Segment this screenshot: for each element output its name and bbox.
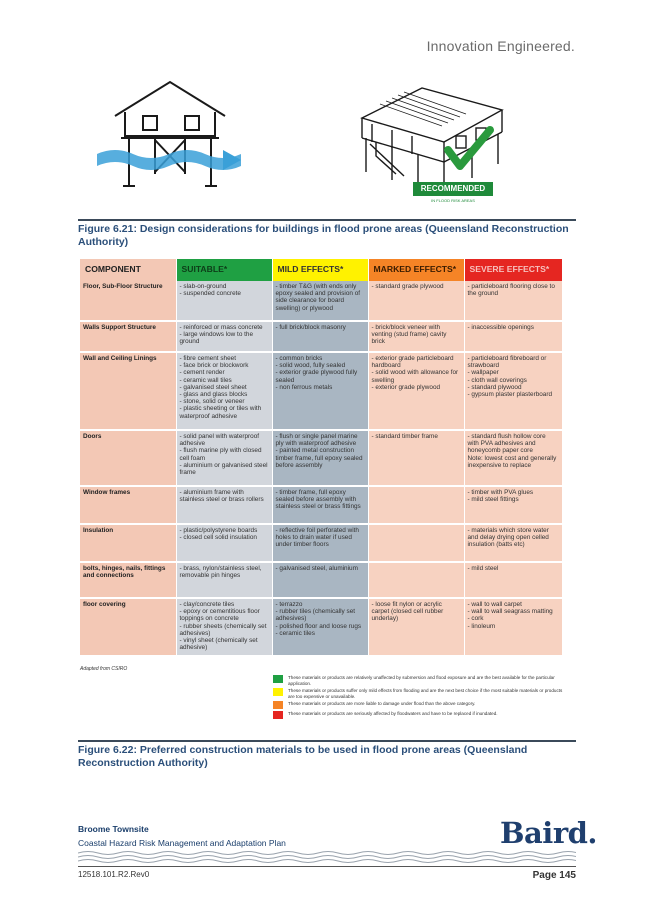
cell-severe: - inaccessible openings [464, 321, 562, 352]
cell-component: Window frames [80, 486, 176, 524]
cell-marked [368, 562, 464, 598]
table-row [80, 524, 562, 562]
header-mild-effects: MILD EFFECTS* [272, 259, 368, 281]
legend-item-severe [273, 711, 563, 719]
table-row [80, 562, 562, 598]
header-severe-effects: SEVERE EFFECTS* [464, 259, 562, 281]
legend-text: These materials or products are seriously affected by floodwaters and have to be replaced if inundated. [288, 711, 498, 717]
legend-item-suitable [273, 675, 563, 686]
cell-mild: - timber frame, full epoxy sealed before assembly with stainless steel or brass fittings [272, 486, 368, 524]
elevated-house-illustration [95, 74, 245, 204]
footer-subtitle: Coastal Hazard Risk Management and Adaptation Plan [78, 838, 286, 848]
cell-severe: - timber with PVA glues - mild steel fittings [464, 486, 562, 524]
legend-swatch [273, 688, 283, 696]
cell-mild: - flush or single panel marine ply with waterproof adhesive - painted metal construction timber frame, full epoxy sealed before assembly [272, 430, 368, 486]
table-row [80, 486, 562, 524]
source-note: Adapted from CSIRO [80, 666, 128, 672]
cell-marked: - standard timber frame [368, 430, 464, 486]
legend-text: These materials or products are relatively unaffected by submersion and flood exposure and are the best available for the particular application. [288, 675, 555, 686]
cell-component: Insulation [80, 524, 176, 562]
legend-swatch [273, 701, 283, 709]
cell-suitable: - clay/concrete tiles - epoxy or cementitious floor toppings on concrete - rubber sheets (chemically set adhesives) - vinyl sheet (chemically set adhesive) [176, 598, 272, 656]
cell-suitable: - solid panel with waterproof adhesive - flush marine ply with closed cell foam - aluminium or galvanised steel frame [176, 430, 272, 486]
cell-mild: - timber T&G (with ends only epoxy sealed and provision of side clearance for board swelling) or plywood [272, 281, 368, 321]
legend-item-marked [273, 701, 563, 709]
legend-text: These materials or products are more liable to damage under flood than the above category. [288, 701, 476, 707]
cell-component: Wall and Ceiling Linings [80, 352, 176, 430]
recommended-badge-subtitle: IN FLOOD RISK AREAS [431, 198, 475, 203]
header-marked-effects: MARKED EFFECTS* [368, 259, 464, 281]
cell-marked: - brick/block veneer with venting (stud frame) cavity brick [368, 321, 464, 352]
page-number: Page 145 [532, 870, 576, 881]
cell-severe: - mild steel [464, 562, 562, 598]
figure-621-caption: Figure 6.21: Design considerations for buildings in flood prone areas (Queensland Reconstruction Authority) [78, 223, 569, 248]
cell-component: Walls Support Structure [80, 321, 176, 352]
cell-severe: - particleboard fibreboard or strawboard - wallpaper - cloth wall coverings - standard plywood - gypsum plaster plasterboard [464, 352, 562, 430]
cell-suitable: - brass, nylon/stainless steel, removable pin hinges [176, 562, 272, 598]
table-row [80, 321, 562, 352]
cell-severe: - standard flush hollow core with PVA adhesives and honeycomb paper core Note: lowest cost and generally inexpensive to replace [464, 430, 562, 486]
cell-marked [368, 486, 464, 524]
header-suitable: SUITABLE* [176, 259, 272, 281]
cell-suitable: - aluminium frame with stainless steel or brass rollers [176, 486, 272, 524]
cell-marked [368, 524, 464, 562]
cell-suitable: - reinforced or mass concrete - large windows low to the ground [176, 321, 272, 352]
legend-item-mild [273, 688, 563, 699]
footer-project-title: Broome Townsite [78, 824, 149, 834]
cell-component: floor covering [80, 598, 176, 656]
cell-component: Floor, Sub-Floor Structure [80, 281, 176, 321]
cell-component: bolts, hinges, nails, fittings and connections [80, 562, 176, 598]
cell-mild: - galvanised steel, aluminium [272, 562, 368, 598]
legend-text: These materials or products suffer only mild effects from flooding and are the next best choice if the most suitable materials or products are too expensive or unavailable. [288, 688, 563, 699]
caption-rule-top [78, 219, 576, 221]
table-row [80, 598, 562, 656]
cell-marked: - exterior grade particleboard hardboard - solid wood with allowance for swelling - exterior grade plywood [368, 352, 464, 430]
footer-wave-pattern [78, 850, 576, 864]
caption-rule-bottom [78, 740, 576, 742]
cell-mild: - full brick/block masonry [272, 321, 368, 352]
cell-suitable: - fibre cement sheet - face brick or blockwork - cement render - ceramic wall tiles - galvanised steel sheet - glass and glass blocks - stone, solid or veneer - plastic sheeting or tiles with waterproof adhesive [176, 352, 272, 430]
header-component: COMPONENT [80, 259, 176, 281]
cell-suitable: - slab-on-ground - suspended concrete [176, 281, 272, 321]
cell-severe: - materials which store water and delay drying open celled insulation (batts etc) [464, 524, 562, 562]
cell-mild: - common bricks - solid wood, fully sealed - exterior grade plywood fully sealed - non ferrous metals [272, 352, 368, 430]
cell-component: Doors [80, 430, 176, 486]
table-row [80, 281, 562, 321]
cell-marked: - loose fit nylon or acrylic carpet (closed cell rubber underlay) [368, 598, 464, 656]
cell-severe: - particleboard flooring close to the ground [464, 281, 562, 321]
recommended-badge: RECOMMENDED [413, 182, 493, 196]
footer-rule [78, 866, 576, 867]
materials-table [80, 259, 563, 657]
cell-mild: - reflective foil perforated with holes to drain water if used under timber floors [272, 524, 368, 562]
table-row [80, 430, 562, 486]
company-tagline: Innovation Engineered. [426, 38, 575, 54]
table-row [80, 352, 562, 430]
baird-logo: Baird. [500, 816, 597, 850]
legend [273, 675, 563, 721]
cell-mild: - terrazzo - rubber tiles (chemically set adhesives) - polished floor and loose rugs - ceramic tiles [272, 598, 368, 656]
cell-severe: - wall to wall carpet - wall to wall seagrass matting - cork - linoleum [464, 598, 562, 656]
legend-swatch [273, 675, 283, 683]
cell-marked: - standard grade plywood [368, 281, 464, 321]
document-reference: 12518.101.R2.Rev0 [78, 870, 150, 879]
table-header-row [80, 259, 562, 281]
legend-swatch [273, 711, 283, 719]
cell-suitable: - plastic/polystyrene boards - closed cell solid insulation [176, 524, 272, 562]
figure-622-caption: Figure 6.22: Preferred construction materials to be used in flood prone areas (Queensland Reconstruction Authority) [78, 744, 528, 769]
